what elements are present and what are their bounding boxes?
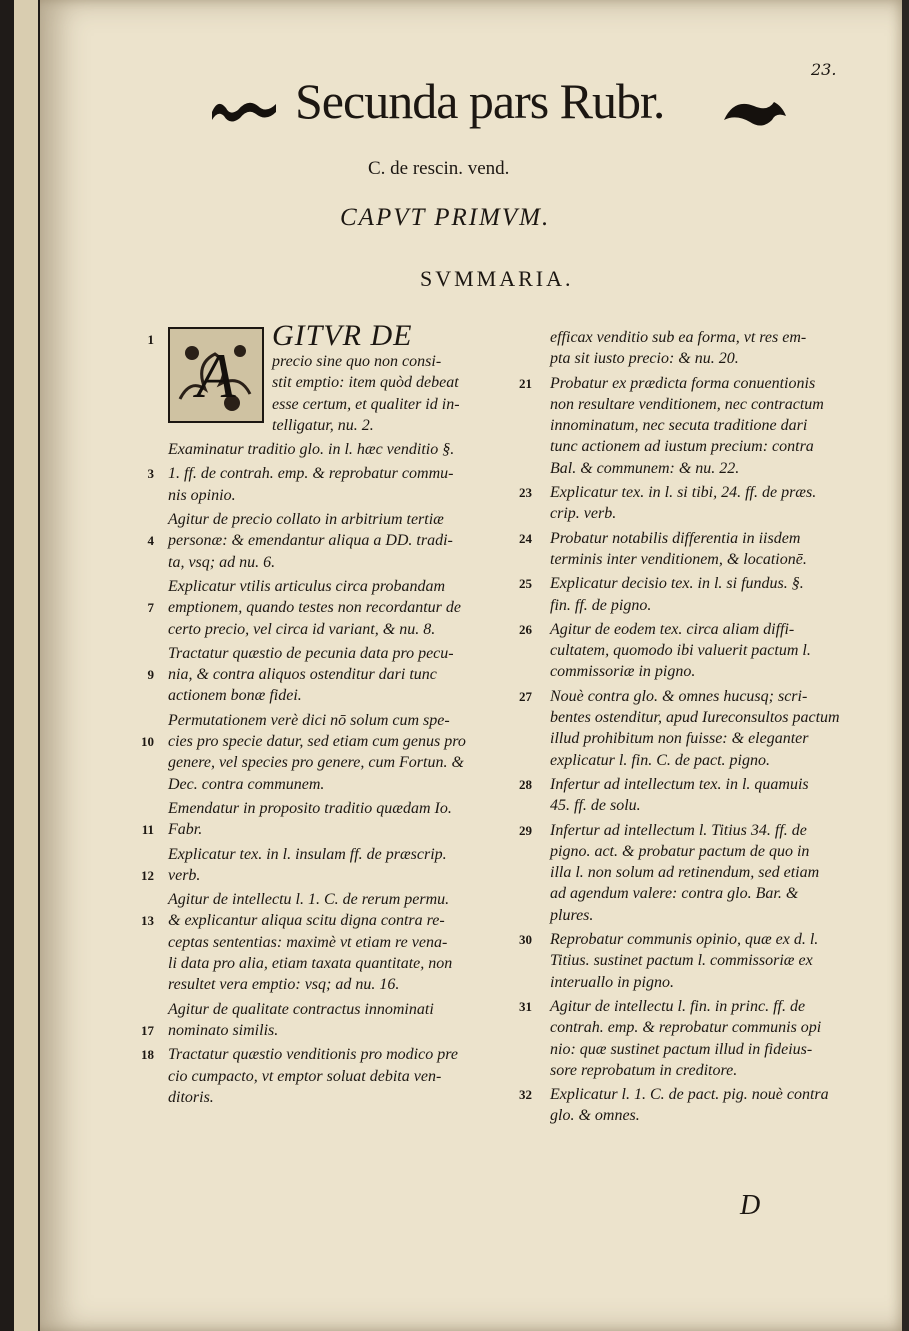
entry-text: Explicatur decisio tex. in l. si fundus. §. fin. ff. de pigno. — [550, 575, 804, 614]
entry-text: Explicatur tex. in l. si tibi, 24. ff. de præs. crip. verb. — [550, 484, 817, 523]
summary-entry — [519, 996, 870, 1081]
entry-number: 7 — [147, 599, 154, 615]
entry-text: Infertur ad intellectum l. Titius 34. ff. de pigno. act. & probatur pactum de quo in illa l. non solum ad retinendum, sed etiam ad agendum valere: contra glo. Bar. & plures. — [550, 821, 820, 924]
entry-text: Explicatur l. 1. C. de pact. pig. nouè contra glo. & omnes. — [550, 1086, 829, 1125]
entry-text: Infertur ad intellectum tex. in l. quamuis 45. ff. de solu. — [550, 775, 809, 815]
entry-text: Permutationem verè dici nō solum cum spe- cies pro specie datur, sed etiam cum genus pro genere, vel species pro genere, cum Fortun. & Dec. contra communem. — [168, 711, 466, 793]
title-row — [210, 72, 810, 142]
entry-number: 24 — [519, 530, 532, 546]
summary-entry — [550, 327, 870, 370]
summary-entry — [519, 820, 870, 926]
summary-entry — [519, 686, 870, 771]
left-ornament-icon — [210, 92, 280, 139]
entry-number: 9 — [147, 666, 154, 682]
entry-text: Emendatur in proposito traditio quædam Io. Fabr. — [168, 799, 452, 839]
summary-entry — [147, 463, 498, 506]
summary-entry — [519, 482, 870, 525]
entry-number: 28 — [519, 776, 532, 792]
entry-text: Reprobatur communis opinio, quæ ex d. l. Titius. sustinet pactum l. commissoriæ ex interuallo in pigno. — [550, 931, 819, 991]
right-ornament-icon — [720, 92, 790, 139]
section-heading: SVMMARIA. — [420, 266, 574, 291]
entry-text: efficax venditio sub ea forma, vt res em- pta sit iusto precio: & nu. 20. — [550, 329, 807, 368]
chapter-heading: CAPVT PRIMVM. — [340, 204, 551, 231]
summary-entry — [519, 619, 870, 683]
entry-number: 23 — [519, 485, 532, 501]
right-column — [519, 327, 870, 1130]
entry-number: 1 — [147, 332, 154, 347]
summary-entry — [168, 439, 498, 460]
summary-entry — [141, 798, 498, 841]
left-column — [141, 319, 498, 1111]
summary-entry — [141, 999, 498, 1042]
entry-number: 11 — [141, 821, 154, 837]
summary-entry — [147, 509, 498, 573]
summary-entry — [519, 929, 870, 993]
page-number: 23. — [811, 60, 837, 79]
summary-entry — [519, 373, 870, 479]
summary-entry — [147, 576, 498, 640]
entry-text: Agitur de intellectu l. fin. in princ. ff. de contrah. emp. & reprobatur communis opi nio: quæ sustinet pactum illud in fideius- sore reprobatum in creditore. — [550, 997, 822, 1079]
signature-mark: D — [740, 1190, 761, 1221]
entry-number: 13 — [141, 913, 154, 929]
subtitle: C. de rescin. vend. — [368, 158, 510, 179]
entry-number: 30 — [519, 932, 532, 948]
summary-entry — [141, 710, 498, 795]
entry-text: Agitur de eodem tex. circa aliam diffi- cultatem, quomodo ibi valuerit pactum l. commissoriæ in pigno. — [550, 620, 811, 681]
entry-text: precio sine quo non consi- stit emptio: item quòd debeat esse certum, et qualiter id in- telligatur, nu. 2. — [272, 353, 460, 434]
entry-text: 1. ff. de contrah. emp. & reprobatur commu- nis opinio. — [168, 465, 454, 504]
page-title: Secunda pars Rubr. — [295, 73, 665, 129]
entry-text: Agitur de intellectu l. 1. C. de rerum permu. & explicantur aliqua scitu digna contra re- ceptas sententias: maximè vt etiam re vena- li data pro alia, etiam taxata quantitate, non resultet vera emptio: vsq; ad nu. 16. — [168, 891, 453, 994]
book-page — [40, 0, 902, 1331]
entry-number: 17 — [141, 1022, 154, 1038]
summary-entry — [519, 1084, 870, 1127]
entry-number: 18 — [141, 1047, 154, 1063]
entry-number: 4 — [147, 533, 154, 549]
entry-number: 10 — [141, 733, 154, 749]
entry-text: Probatur notabilis differentia in iisdem terminis inter venditionem, & locationē. — [550, 529, 807, 568]
summary-entry — [519, 528, 870, 571]
entry-number: 27 — [519, 688, 532, 704]
summary-entry — [141, 1044, 498, 1108]
summary-entry — [141, 889, 498, 995]
summary-entry — [141, 844, 498, 887]
entry-number: 29 — [519, 822, 532, 838]
book-gutter — [0, 0, 40, 1331]
entry-number: 3 — [147, 466, 154, 482]
summary-entry — [147, 319, 498, 436]
entry-text: Probatur ex prædicta forma conuentionis non resultare venditionem, nec contractum innominatum, nec secuta traditione dari tunc actionem ad iustum precium: contra Bal. & communem: & nu. 22. — [550, 374, 824, 477]
entry-number: 12 — [141, 867, 154, 883]
entry-text: Agitur de precio collato in arbitrium tertiæ personæ: & emendantur aliqua a DD. tradi- ta, vsq; ad nu. 6. — [168, 511, 453, 571]
entry-number: 26 — [519, 621, 532, 637]
entry-text: Nouè contra glo. & omnes hucusq; scri- bentes ostenditur, apud Iureconsultos pactum illud prohibitum non fuisse: & eleganter explicatur l. fin. C. de pact. pigno. — [550, 687, 840, 769]
entry-text: Tractatur quæstio venditionis pro modico pre cio cumpacto, vt emptor soluat debita ven- ditoris. — [168, 1046, 458, 1106]
entry-text: Explicatur vtilis articulus circa probandam emptionem, quando testes non recordantur de certo precio, vel circa id variant, & nu. 8. — [168, 577, 461, 638]
entry-number: 31 — [519, 998, 532, 1014]
entry-text: Tractatur quæstio de pecunia data pro pecu- nia, & contra aliquos ostenditur dari tunc actionem bonæ fidei. — [168, 644, 454, 705]
entry-text: Examinatur traditio glo. in l. hæc venditio §. — [168, 441, 455, 459]
summary-entry — [519, 774, 870, 817]
initial-letter: A — [196, 340, 236, 411]
entry-text: Agitur de qualitate contractus innominati nominato similis. — [168, 1000, 434, 1039]
decorated-initial — [168, 327, 264, 423]
summary-entry — [147, 643, 498, 707]
entry-number: 32 — [519, 1087, 532, 1103]
facing-page-edge — [14, 0, 38, 1331]
entry-lead: GITVR DE — [272, 319, 413, 352]
entry-number: 21 — [519, 375, 532, 391]
entry-number: 25 — [519, 576, 532, 592]
entry-text: Explicatur tex. in l. insulam ff. de præscrip. verb. — [168, 845, 447, 884]
summary-entry — [519, 573, 870, 616]
